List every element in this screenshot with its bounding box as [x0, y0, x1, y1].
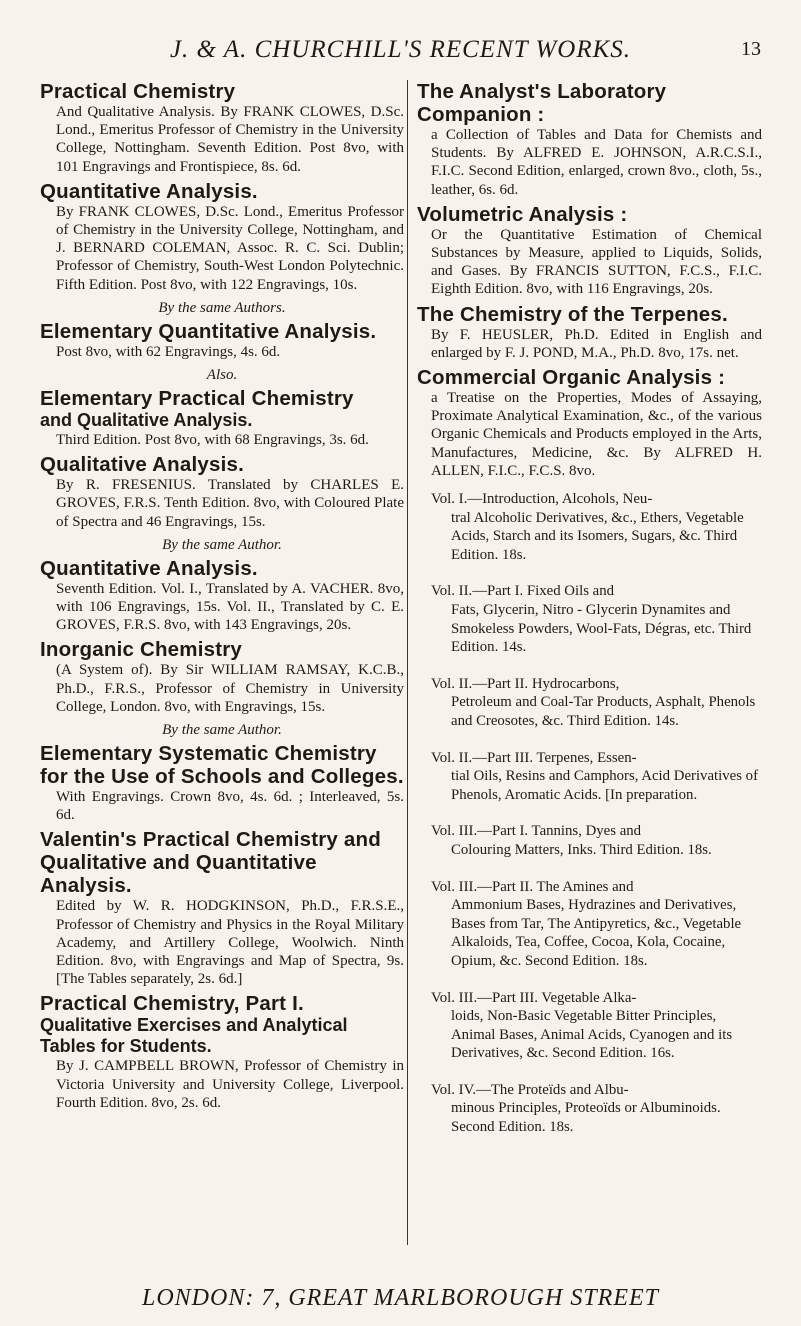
book-description: Seventh Edition. Vol. I., Translated by A. VACHER. 8vo, with 106 Engravings, 15s. Vol. II., Translated by C. E. GROVES, F.R.S. 8vo, with 143 Engravings, 20s.	[56, 580, 404, 634]
book-entry	[40, 992, 404, 1112]
book-description: And Qualitative Analysis. By FRANK CLOWES, D.Sc. Lond., Emeritus Professor of Chemistry in the University College, Nottingham. Seventh Edition. Post 8vo, with 101 Engravings and Frontispiece, 8s. 6d.	[56, 104, 404, 175]
book-description: By F. HEUSLER, Ph.D. Edited in English and enlarged by F. J. POND, M.A., Ph.D. 8vo, 17s. net.	[431, 326, 762, 361]
book-description: Or the Quantitative Estimation of Chemical Substances by Measure, applied to Liquids, Solids, and Gases. By FRANCIS SUTTON, F.C.S., F.I.C. Eighth Edition. 8vo, with 116 Engravings, 20s.	[431, 226, 762, 298]
book-title: Elementary Quantitative Analysis.	[40, 319, 377, 343]
book-entry	[40, 387, 404, 449]
volume-detail: tral Alcoholic Derivatives, &c., Ethers, Vegetable Acids, Starch and its Isomers, Sugars, &c. Third Edition. 18s.	[451, 509, 744, 563]
section-note: Also.	[206, 367, 238, 384]
book-title: Inorganic Chemistry	[40, 638, 243, 662]
book-description: Post 8vo, with 62 Engravings, 4s. 6d.	[56, 343, 281, 360]
right-column	[417, 80, 762, 1155]
book-entry	[40, 320, 404, 385]
book-title: Quantitative Analysis.	[40, 556, 258, 580]
section-note: By the same Authors.	[158, 299, 286, 316]
book-entry	[40, 453, 404, 555]
book-title: Elementary Practical Chemistry	[40, 387, 354, 411]
volume-detail: Colouring Matters, Inks. Third Edition. 18s.	[451, 841, 712, 858]
volume-detail: tial Oils, Resins and Camphors, Acid Derivatives of Phenols, Aromatic Acids. [In preparation.	[451, 768, 758, 803]
volume-lead: Vol. IV.—The Proteïds and Albu-	[431, 1081, 629, 1098]
volume-detail: Fats, Glycerin, Nitro - Glycerin Dynamites and Smokeless Powders, Wool-Fats, Dégras, etc. Third Edition. 14s.	[451, 602, 752, 656]
left-column	[40, 80, 404, 1116]
volume-lead: Vol. II.—Part III. Terpenes, Essen-	[431, 749, 637, 766]
volume-lead: Vol. III.—Part III. Vegetable Alka-	[431, 989, 637, 1006]
book-description: By FRANK CLOWES, D.Sc. Lond., Emeritus Professor of Chemistry in the University College, Nottingham, and J. BERNARD COLEMAN, Assoc. R. C. Sci. Dublin; Professor of Chemistry, South-West London Polytechnic. Fifth Edition. Post 8vo, with 122 Engravings, 10s.	[56, 203, 404, 293]
page-number: 13	[741, 38, 761, 60]
book-entry	[40, 80, 404, 176]
volume-item	[417, 878, 762, 971]
book-entry	[417, 80, 762, 199]
book-description: By R. FRESENIUS. Translated by CHARLES E. GROVES, F.R.S. Tenth Edition. 8vo, with Coloured Plate of Spectra and 46 Engravings, 15s.	[56, 477, 404, 530]
volume-lead: Vol. I.—Introduction, Alcohols, Neu-	[431, 491, 653, 508]
book-entry	[417, 303, 762, 362]
volume-detail: loids, Non-Basic Vegetable Bitter Principles, Animal Bases, Animal Acids, Cyanogen and its Derivatives, &c. Second Edition. 16s.	[451, 1008, 733, 1062]
book-description: (A System of). By Sir WILLIAM RAMSAY, K.C.B., Ph.D., F.R.S., Professor of Chemistry in University College, London. 8vo, with Engravings, 15s.	[56, 662, 404, 715]
volume-item	[417, 749, 762, 805]
volume-item	[417, 582, 762, 656]
book-description: a Treatise on the Properties, Modes of Assaying, Proximate Analytical Examination, &c., of the various Organic Chemicals and Products employed in the Arts, Manufactures, Medicine, &c. By ALFRED H. ALLEN, F.I.C., F.C.S. 8vo.	[431, 390, 762, 479]
book-description: By J. CAMPBELL BROWN, Professor of Chemistry in Victoria University and University College, Liverpool. Fourth Edition. 8vo, 2s. 6d.	[56, 1058, 404, 1111]
book-entry	[40, 638, 404, 740]
book-title: Volumetric Analysis :	[417, 202, 628, 226]
book-title: Valentin's Practical Chemistry and Qualitative and Quantitative Analysis.	[40, 828, 381, 898]
book-title: Quantitative Analysis.	[40, 179, 258, 203]
book-title: Elementary Systematic Chemistry for the Use of Schools and Colleges.	[40, 742, 404, 789]
book-description: a Collection of Tables and Data for Chemists and Students. By ALFRED E. JOHNSON, A.R.C.S.I., F.I.C. Second Edition, enlarged, crown 8vo., cloth, 5s., leather, 6s. 6d.	[431, 127, 762, 198]
volume-lead: Vol. II.—Part I. Fixed Oils and	[431, 583, 615, 600]
book-description: Third Edition. Post 8vo, with 68 Engravings, 3s. 6d.	[56, 432, 369, 449]
section-note: By the same Author.	[162, 536, 282, 553]
book-subtitle: Qualitative Exercises and Analytical Tables for Students.	[40, 1015, 348, 1057]
running-title: J. & A. CHURCHILL'S RECENT WORKS.	[169, 36, 632, 63]
volume-item	[417, 490, 762, 564]
volume-item	[417, 675, 762, 731]
section-note: By the same Author.	[162, 722, 282, 739]
book-description: Edited by W. R. HODGKINSON, Ph.D., F.R.S.E., Professor of Chemistry and Physics in the Royal Military Academy, and Artillery College, Woolwich. Ninth Edition. 8vo, with Engravings and Map of Spectra, 9s. [The Tables separately, 2s. 6d.]	[56, 898, 404, 988]
book-entry	[417, 366, 762, 480]
book-entry	[40, 557, 404, 635]
volume-detail: Ammonium Bases, Hydrazines and Derivatives, Bases from Tar, The Antipyretics, &c., Vegetable Alkaloids, Tea, Coffee, Cocoa, Kola, Cocaine, Opium, &c. Second Edition. 18s.	[451, 897, 742, 969]
volume-lead: Vol. III.—Part II. The Amines and	[431, 878, 634, 895]
book-title: Qualitative Analysis.	[40, 453, 244, 477]
column-divider	[407, 80, 408, 1245]
volume-lead: Vol. III.—Part I. Tannins, Dyes and	[431, 823, 642, 840]
volume-item	[417, 989, 762, 1063]
volume-detail: minous Principles, Proteoïds or Albuminoids. Second Edition. 18s.	[451, 1100, 721, 1136]
book-subtitle: and Qualitative Analysis.	[40, 410, 253, 431]
book-description: With Engravings. Crown 8vo, 4s. 6d. ; Interleaved, 5s. 6d.	[56, 789, 404, 824]
book-entry	[40, 742, 404, 824]
volume-lead: Vol. II.—Part II. Hydrocarbons,	[431, 675, 620, 692]
volume-item	[417, 822, 762, 859]
volume-detail: Petroleum and Coal-Tar Products, Asphalt, Phenols and Creosotes, &c. Third Edition. 14s.	[451, 694, 756, 729]
book-title: Practical Chemistry, Part I.	[40, 992, 304, 1016]
book-entry	[40, 828, 404, 988]
book-entry	[417, 203, 762, 299]
book-entry	[40, 180, 404, 318]
volume-item	[417, 1081, 762, 1137]
book-title: The Chemistry of the Terpenes.	[417, 302, 728, 326]
book-title: Practical Chemistry	[40, 80, 236, 103]
book-title: The Analyst's Laboratory Companion :	[417, 80, 667, 126]
publisher-address: LONDON: 7, GREAT MARLBOROUGH STREET	[141, 1285, 659, 1311]
book-title: Commercial Organic Analysis :	[417, 366, 726, 390]
